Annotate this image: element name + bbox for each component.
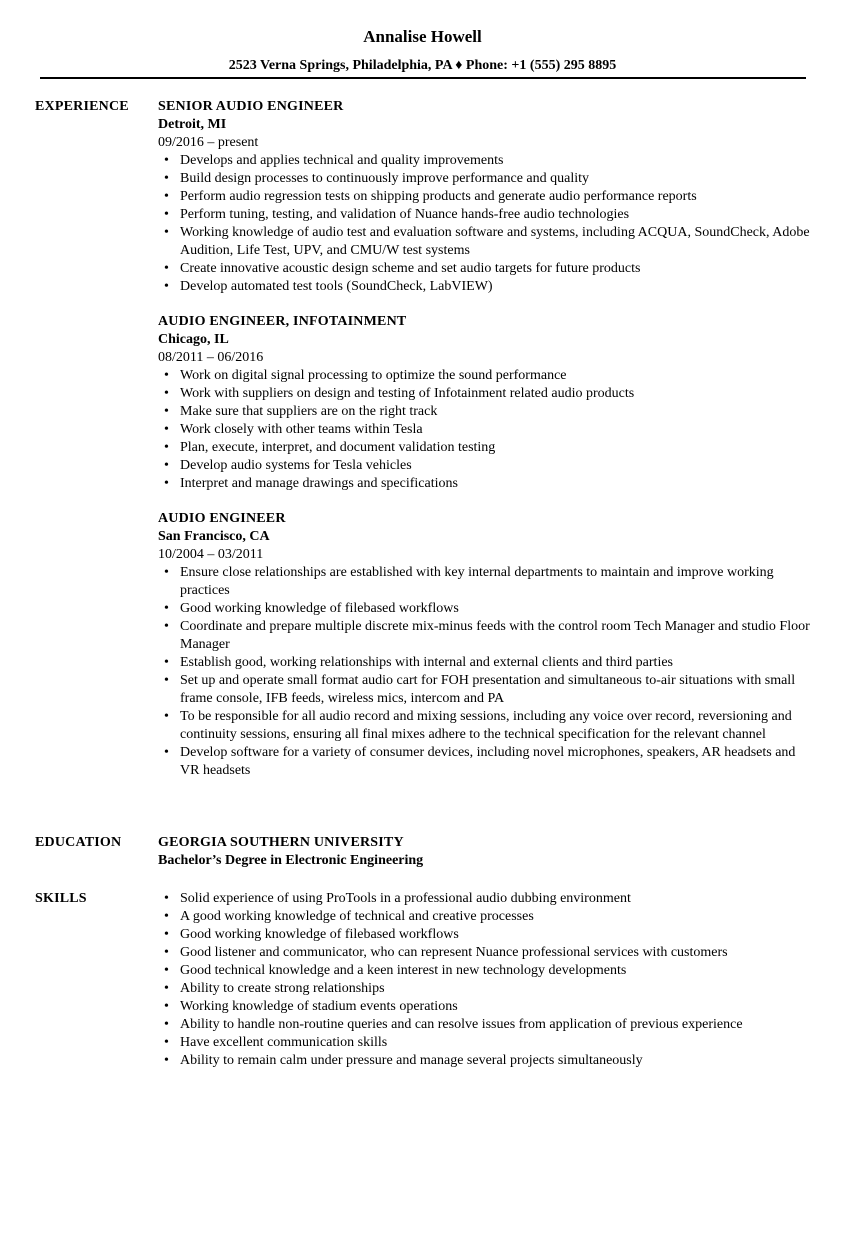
experience-list: [158, 98, 818, 797]
skill-item: • Good listener and communicator, who can represent Nuance professional services with customers: [180, 944, 818, 962]
bullet-item: • Work on digital signal processing to optimize the sound performance: [180, 367, 818, 385]
bullet-item: • Develop automated test tools (SoundCheck, LabVIEW): [180, 278, 818, 296]
job-location: San Francisco, CA: [158, 529, 270, 544]
job-entry: [158, 313, 818, 493]
skill-item: • Working knowledge of stadium events operations: [180, 998, 818, 1016]
skill-item: • Ability to create strong relationships: [180, 980, 818, 998]
skill-item: • Have excellent communication skills: [180, 1034, 818, 1052]
skill-item: • A good working knowledge of technical and creative processes: [180, 908, 818, 926]
skill-item: • Solid experience of using ProTools in a professional audio dubbing environment: [180, 890, 818, 908]
job-dates: 08/2011 – 06/2016: [158, 350, 264, 365]
degree-name: Bachelor’s Degree in Electronic Engineering: [158, 853, 424, 868]
skills-list: [158, 890, 818, 1070]
bullet-item: • Perform audio regression tests on shipping products and generate audio performance reports: [180, 188, 818, 206]
bullet-item: • Create innovative acoustic design scheme and set audio targets for future products: [180, 260, 818, 278]
job-bullets: [158, 564, 818, 780]
job-title: AUDIO ENGINEER: [158, 511, 286, 526]
skill-item: • Good technical knowledge and a keen interest in new technology developments: [180, 962, 818, 980]
skill-item: • Good working knowledge of filebased workflows: [180, 926, 818, 944]
bullet-item: • Work with suppliers on design and testing of Infotainment related audio products: [180, 385, 818, 403]
job-dates: 09/2016 – present: [158, 135, 259, 150]
job-dates: 10/2004 – 03/2011: [158, 547, 264, 562]
resume-header: [0, 27, 845, 75]
bullet-item: • Working knowledge of audio test and evaluation software and systems, including ACQUA, SoundCheck, Adobe Audition, Life Test, UPV, and CMU/W test systems: [180, 224, 818, 260]
bullet-item: • Establish good, working relationships with internal and external clients and third parties: [180, 654, 818, 672]
job-title: AUDIO ENGINEER, INFOTAINMENT: [158, 314, 407, 329]
bullet-item: • Make sure that suppliers are on the right track: [180, 403, 818, 421]
bullet-item: • Coordinate and prepare multiple discrete mix-minus feeds with the control room Tech Manager and studio Floor Manager: [180, 618, 818, 654]
candidate-name: Annalise Howell: [363, 27, 482, 46]
school-name: GEORGIA SOUTHERN UNIVERSITY: [158, 835, 404, 850]
bullet-item: • Interpret and manage drawings and specifications: [180, 475, 818, 493]
skill-item: • Ability to remain calm under pressure and manage several projects simultaneously: [180, 1052, 818, 1070]
bullet-item: • Develops and applies technical and quality improvements: [180, 152, 818, 170]
job-entry: [158, 98, 818, 296]
header-divider: [40, 77, 806, 79]
job-location: Detroit, MI: [158, 117, 227, 132]
bullet-item: • To be responsible for all audio record and mixing sessions, including any voice over record, reversioning and continuity sessions, ensuring all final mixes adhere to the technical specification for the relevant channel: [180, 708, 818, 744]
skill-item: • Ability to handle non-routine queries and can resolve issues from application of previous experience: [180, 1016, 818, 1034]
job-bullets: [158, 367, 818, 493]
section-label-skills: SKILLS: [35, 891, 87, 906]
education-entry: [158, 834, 818, 870]
bullet-item: • Develop audio systems for Tesla vehicles: [180, 457, 818, 475]
job-location: Chicago, IL: [158, 332, 229, 347]
job-bullets: [158, 152, 818, 296]
job-entry: [158, 510, 818, 780]
bullet-item: • Set up and operate small format audio cart for FOH presentation and simultaneous to-air situations with small frame console, IFB feeds, wireless mics, intercom and PA: [180, 672, 818, 708]
bullet-item: • Build design processes to continuously improve performance and quality: [180, 170, 818, 188]
bullet-item: • Work closely with other teams within Tesla: [180, 421, 818, 439]
bullet-item: • Plan, execute, interpret, and document validation testing: [180, 439, 818, 457]
bullet-item: • Develop software for a variety of consumer devices, including novel microphones, speakers, AR headsets and VR headsets: [180, 744, 818, 780]
section-label-education: EDUCATION: [35, 835, 122, 850]
bullet-item: • Good working knowledge of filebased workflows: [180, 600, 818, 618]
section-label-experience: EXPERIENCE: [35, 99, 129, 114]
contact-line: 2523 Verna Springs, Philadelphia, PA ♦ Phone: +1 (555) 295 8895: [228, 58, 617, 73]
job-title: SENIOR AUDIO ENGINEER: [158, 99, 344, 114]
bullet-item: • Ensure close relationships are established with key internal departments to maintain and improve working practices: [180, 564, 818, 600]
bullet-item: • Perform tuning, testing, and validation of Nuance hands-free audio technologies: [180, 206, 818, 224]
skills-bullets: [158, 890, 818, 1070]
